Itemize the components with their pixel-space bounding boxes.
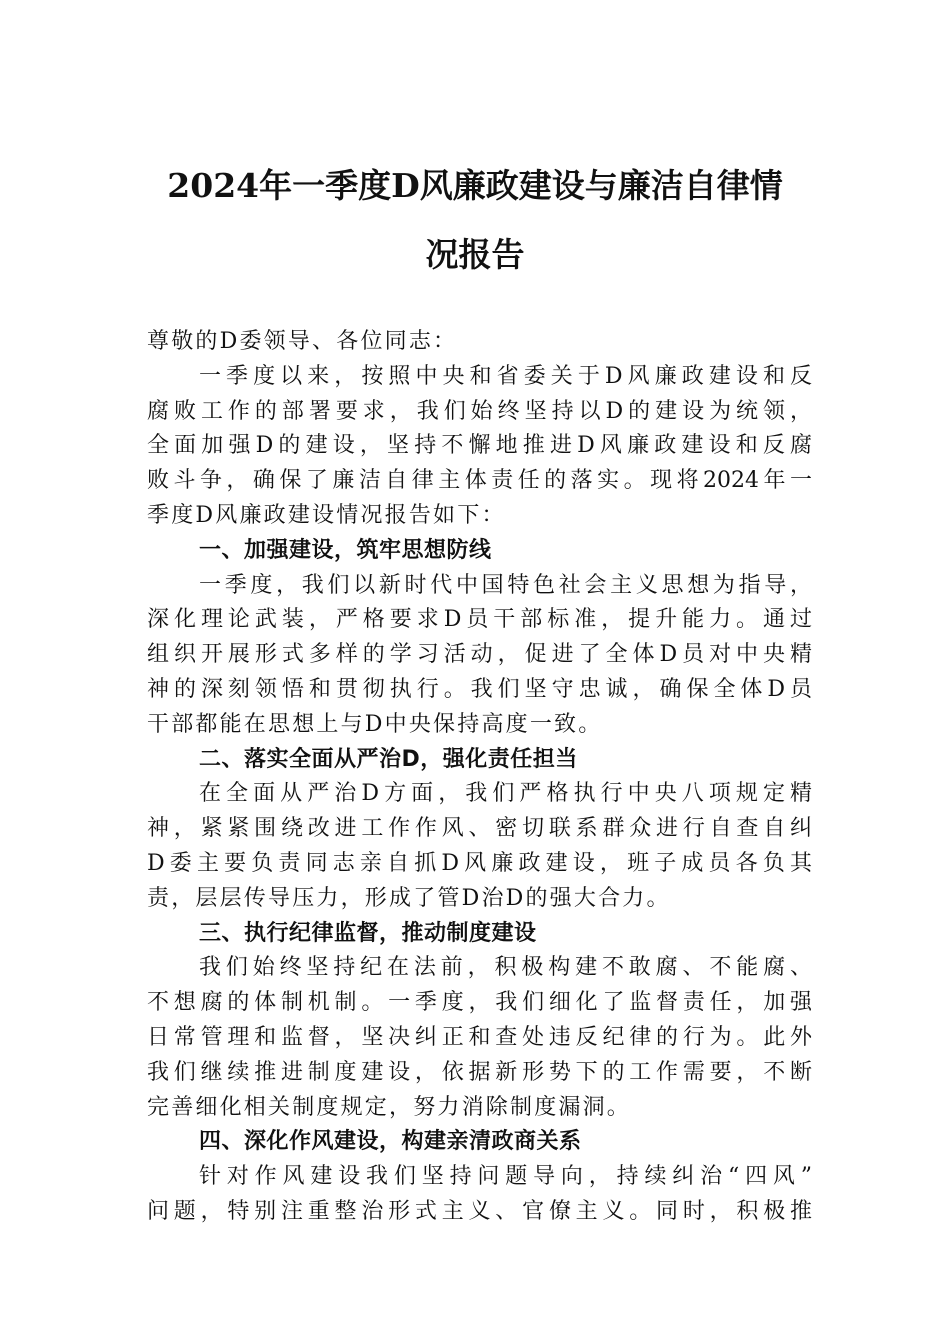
paragraph-line: 我们始终坚持纪在法前，积极构建不敢腐、不能腐、 — [199, 955, 812, 981]
paragraph-line: 深化理论武装，严格要求D员干部标准，提升能力。通过 — [147, 607, 812, 633]
paragraph-line: 针对作风建设我们坚持问题导向，持续纠治“四风” — [199, 1164, 812, 1190]
paragraph-line: 神，紧紧围绕改进工作作风、密切联系群众进行自查自纠 — [147, 816, 812, 842]
document-title-line-2: 况报告 — [425, 235, 525, 274]
paragraph-line: 组织开展形式多样的学习活动，促进了全体D员对中央精 — [147, 642, 812, 668]
paragraph-line: 一季度，我们以新时代中国特色社会主义思想为指导， — [199, 572, 812, 598]
section-heading: 二、落实全面从严治D，强化责任担当 — [199, 746, 578, 772]
document-title-line-1: 2024年一季度D风廉政建设与廉洁自律情 — [167, 166, 783, 205]
section-heading: 四、深化作风建设，构建亲清政商关系 — [199, 1129, 582, 1155]
paragraph-line: 季度D风廉政建设情况报告如下： — [147, 502, 506, 528]
paragraph-line: 不想腐的体制机制。一季度，我们细化了监督责任，加强 — [147, 990, 812, 1016]
paragraph-line: 责，层层传导压力，形成了管D治D的强大合力。 — [147, 885, 671, 911]
paragraph-line: 腐败工作的部署要求，我们始终坚持以D的建设为统领， — [147, 398, 812, 424]
paragraph-line: 全面加强D的建设，坚持不懈地推进D风廉政建设和反腐 — [147, 433, 812, 459]
paragraph-line: 尊敬的D委领导、各位同志： — [147, 329, 458, 354]
paragraph-line: D委主要负责同志亲自抓D风廉政建设，班子成员各负其 — [147, 850, 812, 876]
section-heading: 一、加强建设，筑牢思想防线 — [199, 537, 492, 563]
section-heading: 三、执行纪律监督，推动制度建设 — [199, 920, 537, 946]
paragraph-line: 日常管理和监督，坚决纠正和查处违反纪律的行为。此外 — [147, 1024, 812, 1050]
paragraph-line: 神的深刻领悟和贯彻执行。我们坚守忠诚，确保全体D员 — [147, 676, 812, 702]
document-body — [147, 325, 812, 1230]
paragraph-line: 一季度以来，按照中央和省委关于D风廉政建设和反 — [199, 363, 812, 389]
paragraph-line: 我们继续推进制度建设，依据新形势下的工作需要，不断 — [147, 1059, 812, 1085]
paragraph-line: 败斗争，确保了廉洁自律主体责任的落实。现将2024年一 — [147, 468, 812, 494]
paragraph-line: 在全面从严治D方面，我们严格执行中央八项规定精 — [199, 781, 812, 807]
paragraph-line: 干部都能在思想上与D中央保持高度一致。 — [147, 711, 603, 737]
paragraph-line: 问题，特别注重整治形式主义、官僚主义。同时，积极推 — [147, 1198, 812, 1224]
paragraph-line: 完善细化相关制度规定，努力消除制度漏洞。 — [147, 1094, 632, 1120]
